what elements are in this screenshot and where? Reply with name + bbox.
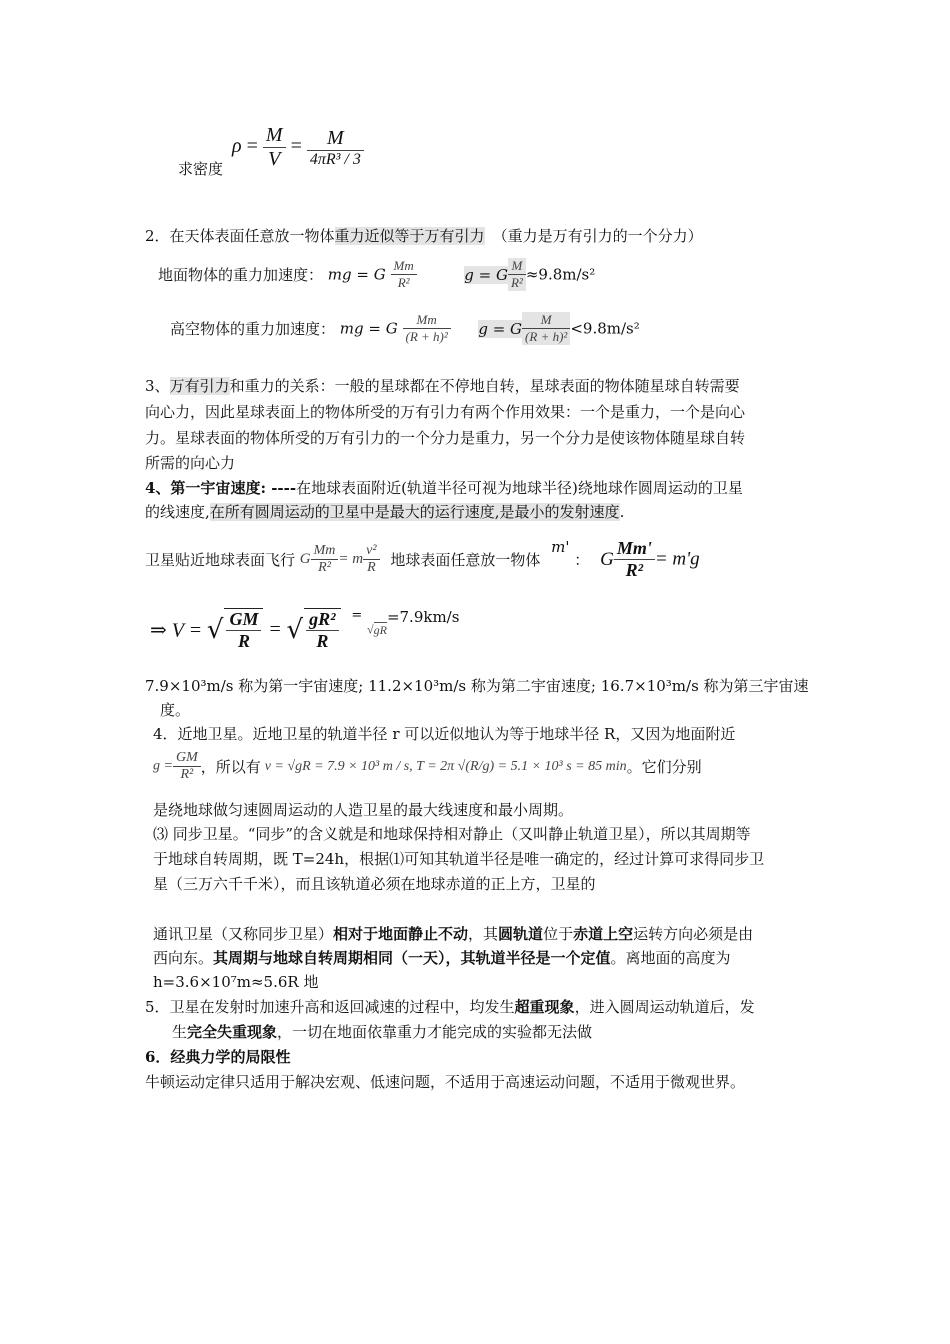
cosmic-speeds-line-1: 7.9×10³m/s 称为第一宇宙速度; 11.2×10³m/s 称为第二宇宙速度; 16.7×10³m/s 称为第三宇宙速: [145, 677, 809, 695]
radical: [304, 608, 340, 652]
fraction: [226, 609, 261, 652]
formula-lhs: mg = G: [327, 265, 386, 284]
bold-text: 其周期与地球自转周期相同（一天），其轨道半径是一个定值: [213, 949, 611, 967]
text: ，进入圆周运动轨道后，发: [574, 998, 755, 1016]
denominator: (R + h)²: [525, 329, 568, 344]
text: 通讯卫星（又称同步卫星）: [153, 925, 334, 943]
highlight-text: 万有引力: [169, 377, 230, 395]
text: ，其: [468, 925, 499, 943]
bold-text: 4、第一宇宙速度: ----: [145, 479, 297, 497]
value: ≈9.8m/s²: [525, 265, 596, 284]
formula-lhs: G: [600, 548, 614, 570]
section-6-body: 牛顿运动定律只适用于解决宏观、低速问题，不适用于高速运动问题，不适用于微观世界。: [145, 1073, 746, 1091]
text: 西向东。: [153, 949, 214, 967]
text: 生: [172, 1023, 188, 1041]
satellite-formula-row: [145, 538, 700, 581]
value: <9.8m/s²: [570, 319, 640, 338]
section-6-title: 6．经典力学的局限性: [145, 1048, 291, 1066]
numerator: Mm: [311, 543, 339, 560]
denominator: R: [237, 631, 250, 651]
fraction: [522, 312, 570, 345]
text: 在地球表面附近(轨道半径可视为地球半径)绕地球作圆周运动的卫星: [296, 479, 743, 497]
numerator: M: [307, 127, 364, 151]
fraction: [363, 543, 379, 576]
symbol: m': [551, 538, 570, 556]
text: 运转方向必须是由: [633, 925, 754, 943]
denominator: R²: [397, 275, 410, 290]
cosmic-speeds-line-2: 度。: [160, 701, 191, 719]
comm-line-3: h=3.6×10⁷m≈5.6R 地: [153, 973, 319, 991]
bold-text: 赤道上空: [573, 925, 634, 943]
section-5-line-2: [172, 1020, 592, 1044]
formula-lhs: G: [299, 551, 311, 567]
equals: =: [268, 618, 282, 641]
text: .: [619, 503, 625, 521]
denominator: R²: [625, 560, 644, 580]
density-formula: [232, 124, 364, 171]
sync-line-2: 于地球自转周期，既 T=24h，根据⑴可知其轨道半径是唯一确定的，经过计算可求得同步卫: [153, 850, 765, 868]
equals: = m: [338, 551, 364, 567]
text: 。它们分别: [626, 758, 702, 776]
label: 地球表面任意放一物体: [390, 551, 541, 569]
fraction-m-over-v: [263, 124, 286, 171]
velocity-derivation: [150, 608, 459, 652]
value: =7.9km/s: [386, 608, 460, 626]
denominator: R²: [180, 767, 194, 782]
sync-line-3: 星（三万六千千米），而且该轨道必须在地球赤道的正上方，卫星的: [153, 875, 596, 893]
bold-text: 相对于地面静止不动: [333, 925, 469, 943]
highlight-text: 在所有圆周运动的卫星中是最大的运行速度,是最小的发射速度: [209, 503, 620, 521]
radical: [224, 608, 263, 652]
numerator: v²: [363, 543, 379, 560]
colon: ：: [574, 551, 590, 569]
numerator: Mm': [614, 538, 655, 560]
sync-line-1: ⑶ 同步卫星。“同步”的含义就是和地球保持相对静止（又叫静止轨道卫星），所以其周期等: [153, 825, 751, 843]
numerator: M: [263, 124, 286, 148]
fraction-density: [307, 127, 364, 169]
section-4-line-2: [145, 500, 624, 524]
comm-line-2: [153, 946, 731, 970]
section-3-line-3: 力。星球表面的物体所受的万有引力的一个分力是重力，另一个分力是使该物体随星球自转: [145, 429, 746, 447]
formula-rhs: = m'g: [654, 548, 700, 570]
denominator: R: [316, 631, 329, 651]
rho-symbol: ρ: [232, 135, 242, 158]
highlight-text: 重力近似等于万有引力: [334, 227, 485, 245]
label: 卫星贴近地球表面飞行: [145, 551, 296, 569]
section-3-line-4: 所需的向心力: [145, 454, 236, 472]
denominator: 4πR³ / 3: [309, 150, 361, 168]
equals: =: [351, 608, 363, 623]
denominator: (R + h)²: [405, 329, 448, 344]
denominator: R: [367, 560, 376, 575]
text: （重力是万有引力的一个分力）: [492, 227, 703, 245]
denominator: R²: [510, 275, 523, 290]
near-satellite-formula-row: [153, 750, 702, 783]
section-3-line-1: [145, 374, 740, 398]
numerator: gR²: [306, 609, 338, 631]
comm-line-1: [153, 922, 753, 946]
density-label: 求密度: [178, 160, 224, 178]
fraction: [173, 750, 201, 783]
formula-lhs: g = G: [464, 265, 508, 284]
label: 高空物体的重力加速度：: [170, 320, 336, 338]
section-2-heading: [145, 224, 703, 248]
high-gravity-row: [170, 312, 640, 345]
sqrt-icon: √: [286, 615, 304, 645]
near-satellite-line-3: 是绕地球做匀速圆周运动的人造卫星的最大线速度和最小周期。: [153, 801, 574, 819]
bold-text: 圆轨道: [498, 925, 544, 943]
text: 的线速度,: [145, 503, 210, 521]
numerator: Mm: [403, 312, 451, 329]
section-5-line-1: [145, 995, 755, 1019]
near-satellite-line-1: 4．近地卫星。近地卫星的轨道半径 r 可以近似地认为等于地球半径 R，又因为地面附近: [153, 725, 736, 743]
denominator: V: [268, 148, 281, 170]
text: 3、: [145, 377, 170, 395]
bold-text: 完全失重现象: [187, 1023, 278, 1041]
bold-text: 超重现象: [514, 998, 575, 1016]
text: ，所以有: [200, 758, 261, 776]
fraction: [614, 538, 655, 581]
numerator: M: [522, 312, 570, 329]
fraction: [306, 609, 338, 652]
ground-gravity-row: [158, 258, 595, 291]
text: 。离地面的高度为: [610, 949, 731, 967]
numerator: Mm: [391, 258, 417, 275]
equals: =: [246, 135, 258, 158]
numerator: GM: [173, 750, 201, 767]
text: ，一切在地面依靠重力才能完成的实验都无法做: [277, 1023, 593, 1041]
section-4-line-1: [145, 476, 743, 500]
formula-lhs: g = G: [478, 319, 523, 338]
text: 2．在天体表面任意放一物体: [145, 227, 335, 245]
text: 位于: [543, 925, 574, 943]
denominator: R²: [318, 560, 331, 575]
numerator: M: [508, 258, 526, 275]
fraction: [311, 543, 339, 576]
text: 和重力的关系：一般的星球都在不停地自转，星球表面的物体随星球自转需要: [229, 377, 740, 395]
fraction: [508, 258, 526, 291]
text: 5．卫星在发射时加速升高和返回减速的过程中，均发生: [145, 998, 515, 1016]
fraction: [403, 312, 451, 345]
formula-lhs: g =: [153, 758, 173, 774]
formula-lhs: ⇒ V =: [150, 619, 203, 642]
numerator: GM: [226, 609, 261, 631]
section-3-line-2: 向心力，因此星球表面上的物体所受的万有引力有两个作用效果：一个是重力，一个是向心: [145, 403, 746, 421]
label: 地面物体的重力加速度：: [158, 266, 324, 284]
formula: v = √gR = 7.9 × 10³ m / s, T = 2π √(R/g) = 5.1 × 10³ s = 85 min: [264, 758, 627, 774]
equals: =: [290, 135, 302, 158]
fraction: [391, 258, 417, 291]
sqrt-icon: √: [206, 615, 224, 645]
radicand: gR: [373, 622, 387, 637]
formula-lhs: mg = G: [339, 319, 398, 338]
sqrt-gr: √gR: [367, 622, 387, 637]
